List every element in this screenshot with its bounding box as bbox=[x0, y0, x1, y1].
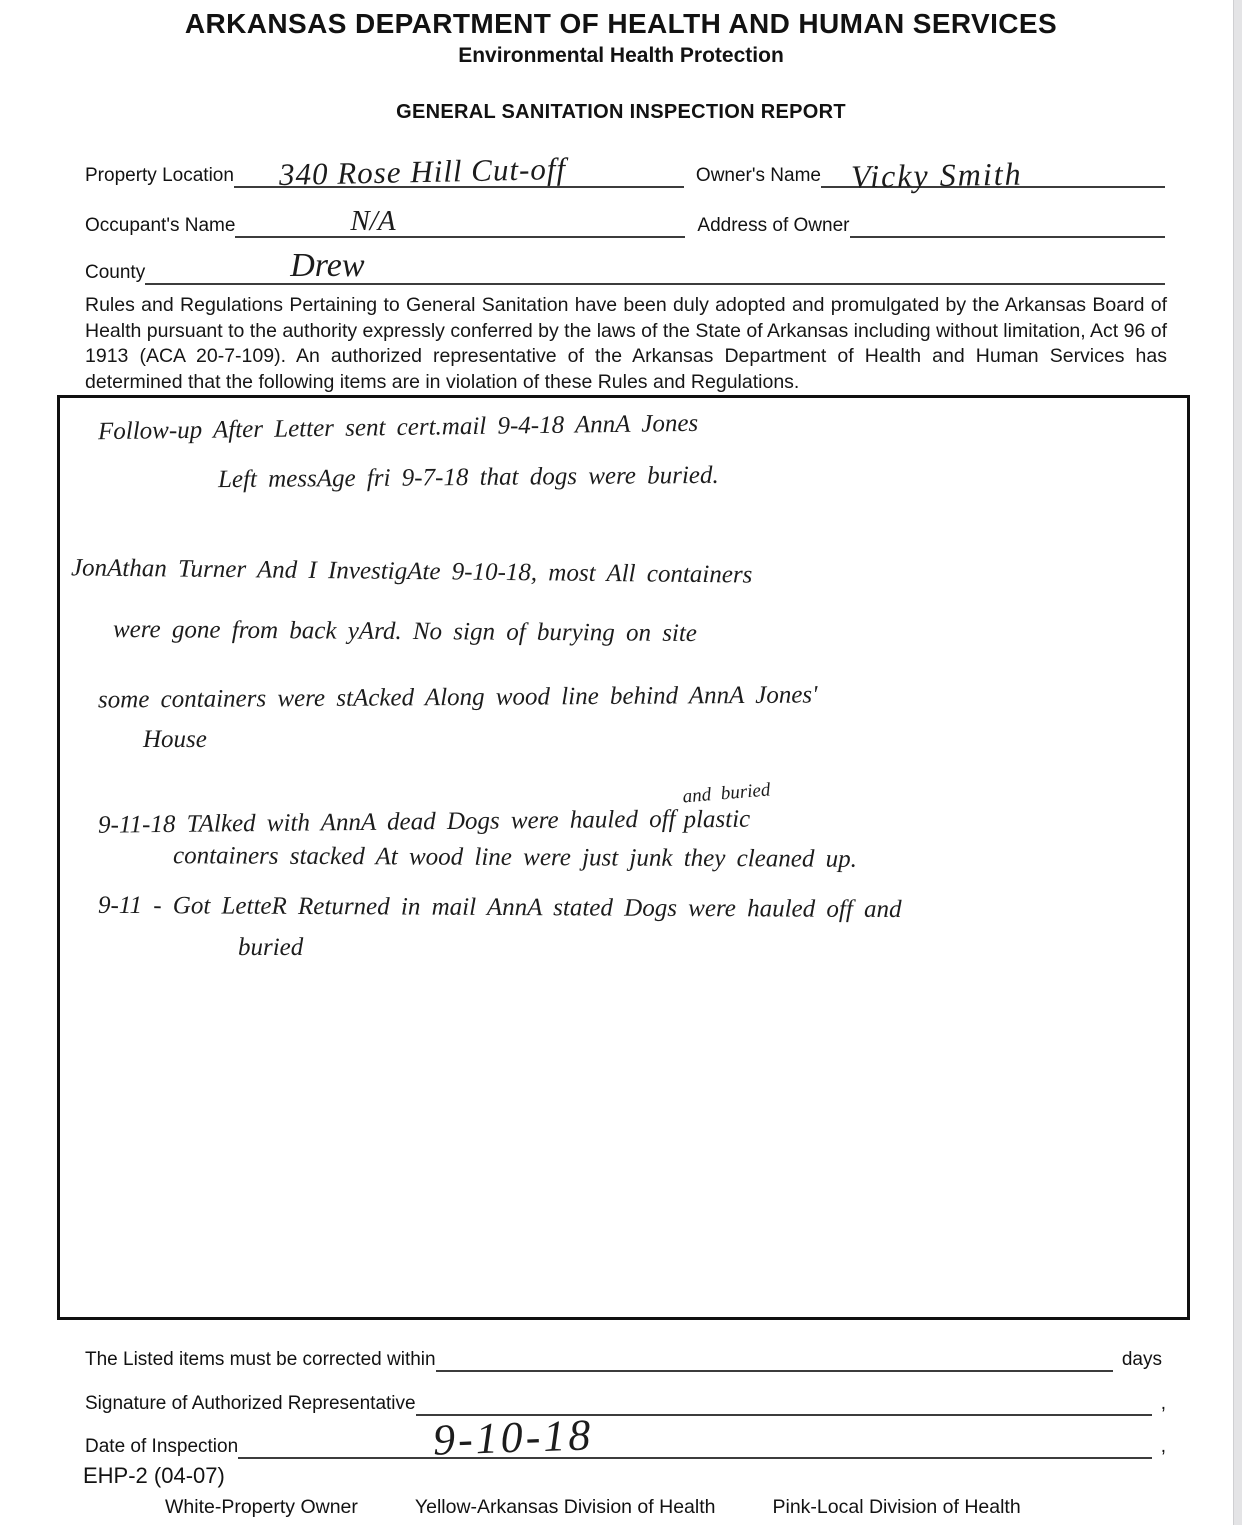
note-line-7-insertion bbox=[682, 779, 772, 834]
form-number: EHP-2 (04-07) bbox=[83, 1463, 225, 1488]
note-line-4: were gone from back yArd. No sign of burying on site bbox=[112, 615, 698, 648]
date-of-inspection-label: Date of Inspection bbox=[85, 1436, 239, 1457]
note-line-9: 9-11 - Got LetteR Returned in mail AnnA stated Dogs were hauled off and bbox=[97, 891, 902, 924]
violation-notes-box bbox=[57, 395, 1190, 1320]
scan-edge-artifact bbox=[1233, 0, 1242, 1525]
occupants-name-field bbox=[235, 196, 685, 238]
date-of-inspection-row bbox=[85, 1410, 1166, 1465]
signature-field bbox=[416, 1378, 1152, 1416]
report-title: GENERAL SANITATION INSPECTION REPORT bbox=[396, 101, 846, 123]
note-line-1: Follow-up After Letter sent cert.mail 9-4-18 AnnA Jones bbox=[97, 409, 699, 446]
copy-pink: Pink-Local Division of Health bbox=[772, 1496, 1021, 1518]
address-of-owner-field bbox=[850, 196, 1166, 238]
note-line-2: Left messAge fri 9-7-18 that dogs were buried. bbox=[217, 461, 719, 494]
owners-name-field bbox=[821, 146, 1165, 195]
agency-title: ARKANSAS DEPARTMENT OF HEALTH AND HUMAN SERVICES bbox=[184, 8, 1058, 39]
owners-name-label: Owner's Name bbox=[695, 165, 821, 186]
note-line-7-main: 9-11-18 TAlked with AnnA dead Dogs were hauled off bbox=[97, 805, 676, 839]
property-location-label: Property Location bbox=[85, 165, 234, 186]
property-location-value: 340 Rose Hill Cut-off bbox=[278, 150, 567, 193]
division-subtitle: Environmental Health Protection bbox=[458, 44, 784, 67]
occupants-name-value: N/A bbox=[350, 205, 396, 237]
note-line-5: some containers were stAcked Along wood line behind AnnA Jones' bbox=[97, 681, 818, 714]
note-line-7 bbox=[97, 779, 772, 839]
note-line-10: buried bbox=[238, 934, 304, 961]
field-row-occupant-address bbox=[85, 196, 1165, 238]
county-label: County bbox=[85, 262, 146, 283]
rules-and-regulations-paragraph: Rules and Regulations Pertaining to General Sanitation have been duly adopted and promulgated by the Arkansas Board of Health pursuant to the authority expressly conferred by the laws of the State of Arkansas including without limitation, Act 96 of 1913 (ACA 20-7-109). An authorized representative of the Arkansas Department of Health and Human Services has determined that the following items are in violation of these Rules and Regulations. bbox=[85, 294, 1167, 394]
note-line-7-tail: plastic bbox=[683, 805, 751, 834]
signature-row bbox=[85, 1378, 1166, 1416]
corrected-within-row bbox=[85, 1334, 1162, 1372]
signature-label: Signature of Authorized Representative bbox=[85, 1393, 416, 1414]
date-of-inspection-field bbox=[238, 1410, 1152, 1465]
address-of-owner-label: Address of Owner bbox=[697, 215, 850, 236]
signature-comma: , bbox=[1160, 1393, 1166, 1414]
date-comma: , bbox=[1160, 1436, 1166, 1457]
occupants-name-label: Occupant's Name bbox=[85, 215, 236, 236]
note-line-8: containers stacked At wood line were just junk they cleaned up. bbox=[172, 842, 857, 873]
copy-yellow: Yellow-Arkansas Division of Health bbox=[414, 1496, 716, 1518]
field-row-property-owner bbox=[85, 146, 1165, 195]
property-location-field bbox=[234, 146, 684, 193]
county-value: Drew bbox=[290, 247, 365, 284]
copy-white: White-Property Owner bbox=[165, 1496, 358, 1518]
corrected-within-label: The Listed items must be corrected within bbox=[85, 1349, 436, 1370]
note-line-6: House bbox=[143, 726, 207, 753]
note-line-7-inserted-above: and buried bbox=[682, 779, 772, 808]
date-of-inspection-value: 9-10-18 bbox=[432, 1410, 595, 1465]
note-line-3: JonAthan Turner And I InvestigAte 9-10-18, most All containers bbox=[70, 554, 753, 589]
owners-name-value: Vicky Smith bbox=[850, 155, 1023, 195]
field-row-county bbox=[85, 243, 1165, 285]
copy-distribution-legend bbox=[165, 1496, 1122, 1519]
corrected-within-field bbox=[436, 1334, 1113, 1372]
days-suffix: days bbox=[1121, 1349, 1162, 1370]
county-field bbox=[145, 243, 1165, 285]
